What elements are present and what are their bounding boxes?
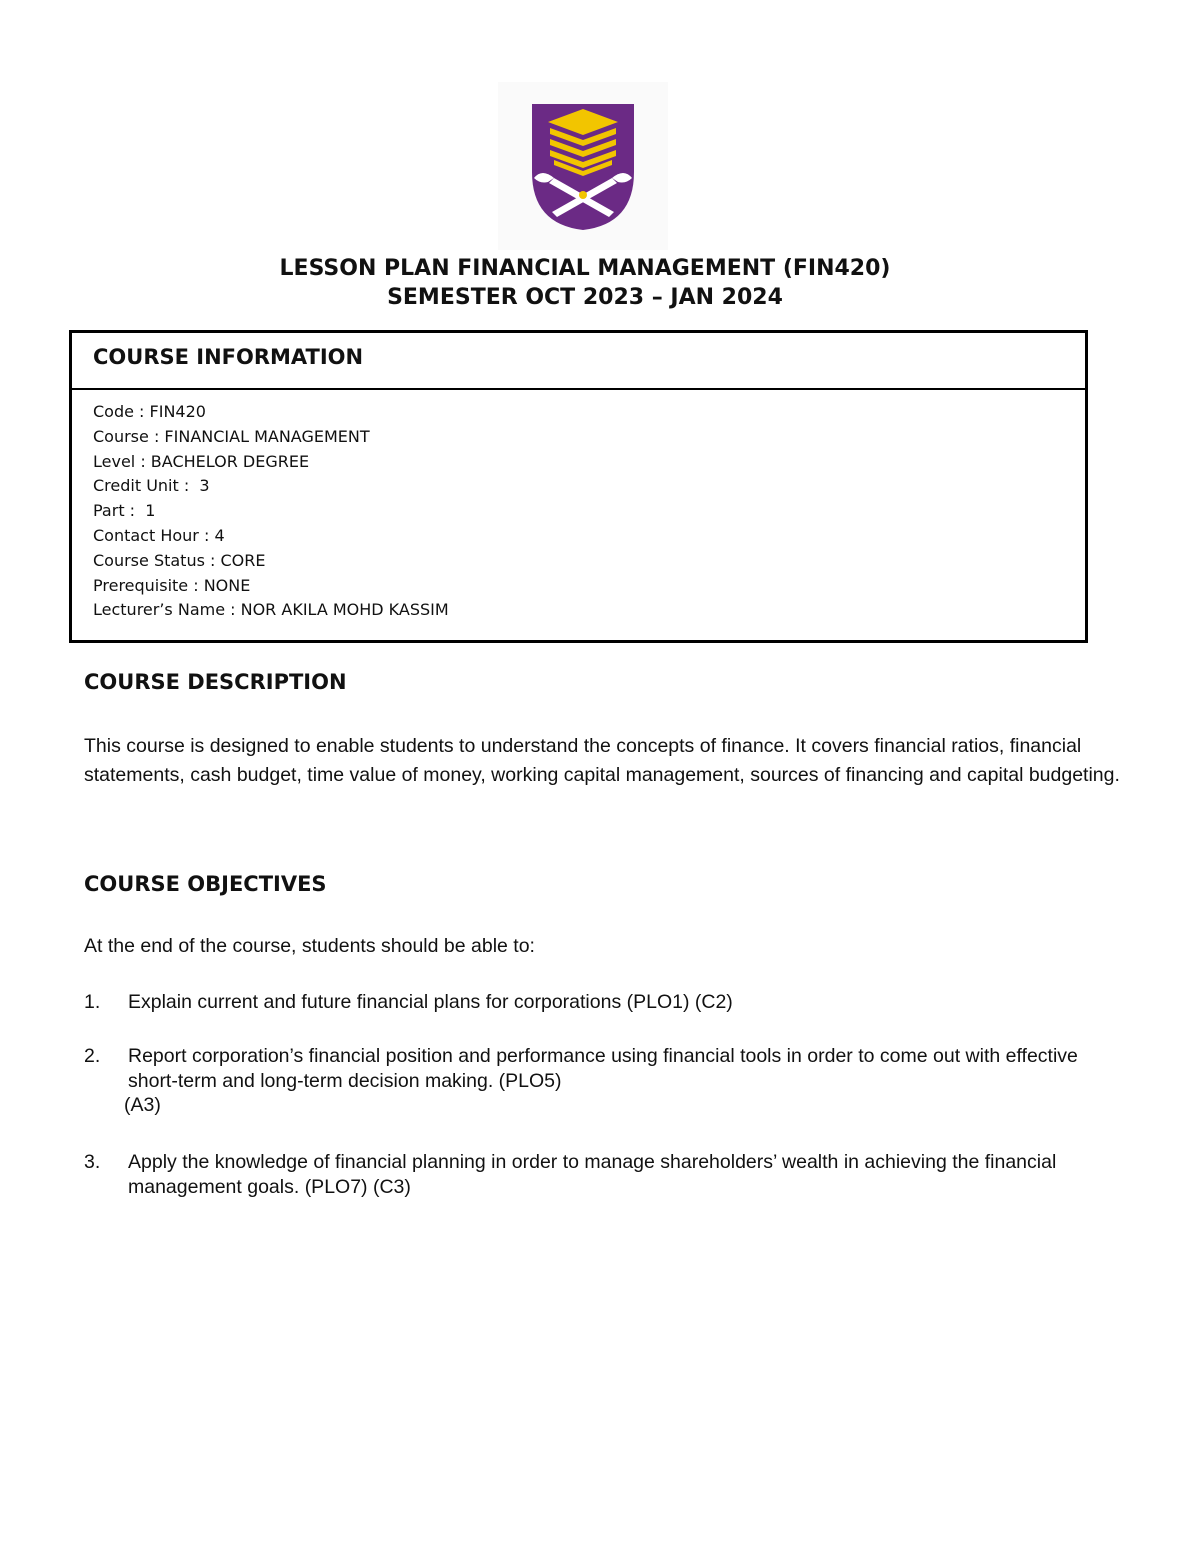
info-row-part: Part : 1 xyxy=(93,501,156,521)
info-row-course-status: Course Status : CORE xyxy=(93,550,266,570)
objective-item xyxy=(84,990,1124,1015)
info-row-code: Code : FIN420 xyxy=(93,402,206,421)
course-objectives-heading: COURSE OBJECTIVES xyxy=(84,872,327,896)
objective-tail: (A3) xyxy=(124,1094,161,1116)
objective-number: 2. xyxy=(84,1045,101,1067)
course-information-heading: COURSE INFORMATION xyxy=(72,333,1085,390)
objective-item xyxy=(84,1150,1124,1199)
objective-item xyxy=(84,1044,1124,1118)
subtitle: SEMESTER OCT 2023 – JAN 2024 xyxy=(387,285,783,310)
objective-number: 1. xyxy=(84,991,101,1013)
objective-number: 3. xyxy=(84,1151,101,1173)
course-information-box xyxy=(69,330,1088,643)
info-row-prerequisite: Prerequisite : NONE xyxy=(93,575,251,595)
info-row-course: Course : FINANCIAL MANAGEMENT xyxy=(93,426,370,446)
objective-text: Report corporation’s financial position and performance using financial tools in order to come out with effective short-term and long-term decision making. (PLO5) xyxy=(128,1045,1078,1092)
university-logo xyxy=(498,82,668,250)
course-description-text: This course is designed to enable students to understand the concepts of finance. It covers financial ratios, financial statements, cash budget, time value of money, working capital management, sources of financing and capital budgeting. xyxy=(84,735,1120,786)
course-objectives-intro: At the end of the course, students should be able to: xyxy=(84,935,535,957)
objective-text: Apply the knowledge of financial planning in order to manage shareholders’ wealth in achieving the financial management goals. (PLO7) (C3) xyxy=(128,1151,1057,1198)
course-description-heading: COURSE DESCRIPTION xyxy=(84,670,347,694)
document-title xyxy=(0,254,1170,312)
course-information-body xyxy=(72,390,1085,623)
info-row-level: Level : BACHELOR DEGREE xyxy=(93,451,310,471)
title: LESSON PLAN FINANCIAL MANAGEMENT (FIN420) xyxy=(279,256,891,281)
info-row-credit-unit: Credit Unit : 3 xyxy=(93,476,210,496)
objective-text: Explain current and future financial plans for corporations (PLO1) (C2) xyxy=(128,991,733,1013)
info-row-lecturer: Lecturer’s Name : NOR AKILA MOHD KASSIM xyxy=(93,600,449,620)
crest-icon xyxy=(498,82,668,250)
info-row-contact-hour: Contact Hour : 4 xyxy=(93,525,225,545)
